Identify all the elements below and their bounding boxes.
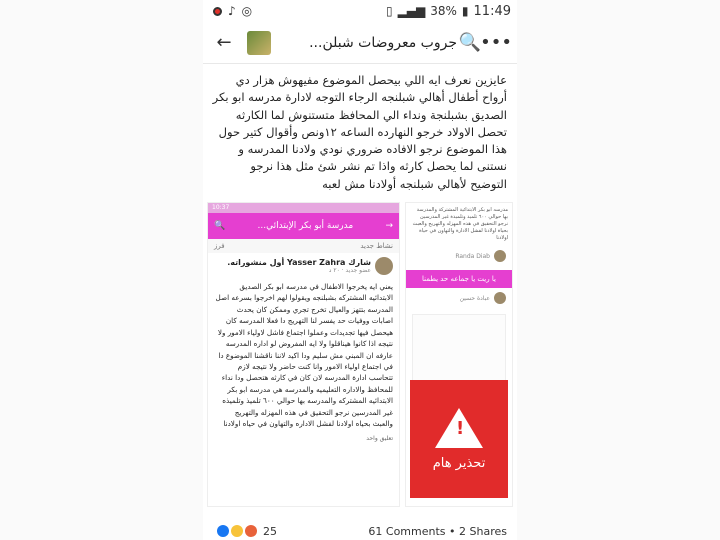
- post-text: عايزين نعرف ايه اللي بيحصل الموضوع مفيهوش هزار دي أرواح أطفال أهالي شبلنجه الرجاء التوجه لادارة مدرسه ابو بكر الصديق بشبلنجة ونداء الي المحافظ متستنوش لما الكارثه تحصل الاولاد خرجو النهارده الساعه ١٢ونص وأقوال كتير حول هذا الموضوع نرجو الافاده ضروري نودي ولادنا المدرسه و نستنى لما يحصل كارثه واذا تم نشر شئ مثل هذا نرجو التوضيح لأهالي شبلنجه أولادنا مش لعبه: [212, 73, 507, 191]
- mini-search-icon: 🔍: [214, 221, 226, 232]
- more-options-icon[interactable]: •••: [480, 32, 512, 53]
- mini-status-bar: [208, 203, 399, 213]
- phone-screen: [203, 0, 517, 540]
- group-title[interactable]: جروب معروضات شبلن...: [309, 34, 457, 51]
- sad-reaction-icon: [231, 525, 243, 537]
- status-right-icons: [386, 4, 511, 19]
- warning-text: تحذير هام: [432, 455, 486, 471]
- mini-post-footer: تعليق واحد: [366, 435, 393, 443]
- clock: 11:49: [473, 3, 511, 19]
- status-left-icons: [213, 4, 252, 18]
- screenshot-left[interactable]: [207, 202, 400, 507]
- mini-app-bar: [208, 213, 399, 239]
- battery-icon: ▮: [461, 4, 469, 18]
- post-images[interactable]: [203, 202, 517, 507]
- back-arrow-icon[interactable]: ←: [216, 32, 232, 53]
- mini-group-title: مدرسة أبو بكر الإبتدائي...: [257, 221, 354, 232]
- mini-tab-sort: فرز: [214, 242, 225, 251]
- angry-reaction-icon: [245, 525, 257, 537]
- reactions-bar: [203, 521, 517, 540]
- mini-avatar: [375, 257, 393, 275]
- mini-post-action: شارك Yasser Zahra أول منشوراته.: [227, 258, 371, 268]
- mini-reply-row: [406, 288, 512, 308]
- signal-icon: ▂▄▆: [397, 4, 426, 18]
- app-bar: [203, 22, 517, 64]
- mini-post-body: يعني ايه يخرجوا الاطفال في مدرسه ابو بكر الصديق الابتدائيه المشتركه بشبلنجه ويقولوا لهم اخرجوا بسرعه اصل المدرسه بتتهز والعيال تخرج تجري وممكن كان يحدث اصابات ووفيات حد يفسر لنا التهريج دا فعلا المدرسه كان هيحصل فيها تجديدات وعملوا اجتماع فاشل لاولياء الامور ولا نتيجه اذا كانوا هيناقلوا ولا ايه المفروض لو اداره المدرسه عارفه ان المبني مش سليم ودا اكيد لاننا ناقشنا الموضوع دا في اجتماع اولياء الامور وانا كنت حاضر ولا نتيجه لازم تتحاسب ادارة المدرسه لان كان في كارثه هتحصل ودا نداء للمحافظ والاداره التعليميه والمدرسه هي مدرسه ابو بكر الابتدائيه المشتركه والمدرسه بها حوالي ٦٠٠ تلميذ وتلميذه غير المدرسين نرجو التحقيق في هذه المهزله والتهريج والعبث بحياه اولادنا لفشل الاداره والتهاون في حياه اولادنا: [215, 282, 393, 428]
- separator: •: [449, 524, 460, 538]
- warning-triangle-icon: !: [435, 408, 483, 448]
- mini-reply-avatar: [494, 292, 506, 304]
- comments-count[interactable]: 61 Comments: [368, 524, 446, 538]
- notification-icon: [213, 7, 222, 16]
- mini-tabs: [208, 239, 399, 253]
- engagement-counts: [368, 525, 507, 538]
- warning-image: [410, 380, 508, 498]
- screenshot-right[interactable]: [405, 202, 513, 507]
- mini-back-arrow-icon: →: [385, 221, 393, 232]
- mini-top-text: مدرسه ابو بكر الابتدائية المشتركة والمدرسة بها حوالي ٦٠٠ تلميذ وتلميذة غير المدرسين نرجو التحقيق في هذه المهزله والتهريج والعبث بحياة اولادنا لفشل الادارة والتهاون في حياة اولادنا: [412, 207, 508, 242]
- like-reaction-icon: [217, 525, 229, 537]
- chrome-icon: ◎: [241, 4, 253, 18]
- status-bar: [203, 0, 517, 22]
- shares-count[interactable]: 2 Shares: [459, 524, 507, 538]
- mini-post-meta: عضو جديد · ٢٠ د: [328, 267, 371, 275]
- mini-author-name: Randa Diab: [455, 252, 490, 260]
- music-icon: ♪: [228, 4, 236, 18]
- mini-author-row: [406, 246, 512, 266]
- sim-icon: ▯: [385, 4, 393, 18]
- reaction-summary[interactable]: [217, 525, 277, 538]
- battery-level: 38%: [430, 4, 457, 18]
- mini-author-avatar: [494, 250, 506, 262]
- mini-tab-new-activity: نشاط جديد: [360, 242, 393, 251]
- mini-banner: يا ريت يا جماعه حد يطمنا: [406, 270, 512, 288]
- group-avatar[interactable]: [247, 31, 271, 55]
- mini-post-header: [208, 253, 399, 279]
- mini-clock: 10:37: [212, 204, 230, 212]
- mini-reply-author: عبادة حسين: [459, 294, 490, 302]
- search-icon[interactable]: 🔍: [458, 32, 482, 53]
- reaction-count: 25: [263, 524, 277, 538]
